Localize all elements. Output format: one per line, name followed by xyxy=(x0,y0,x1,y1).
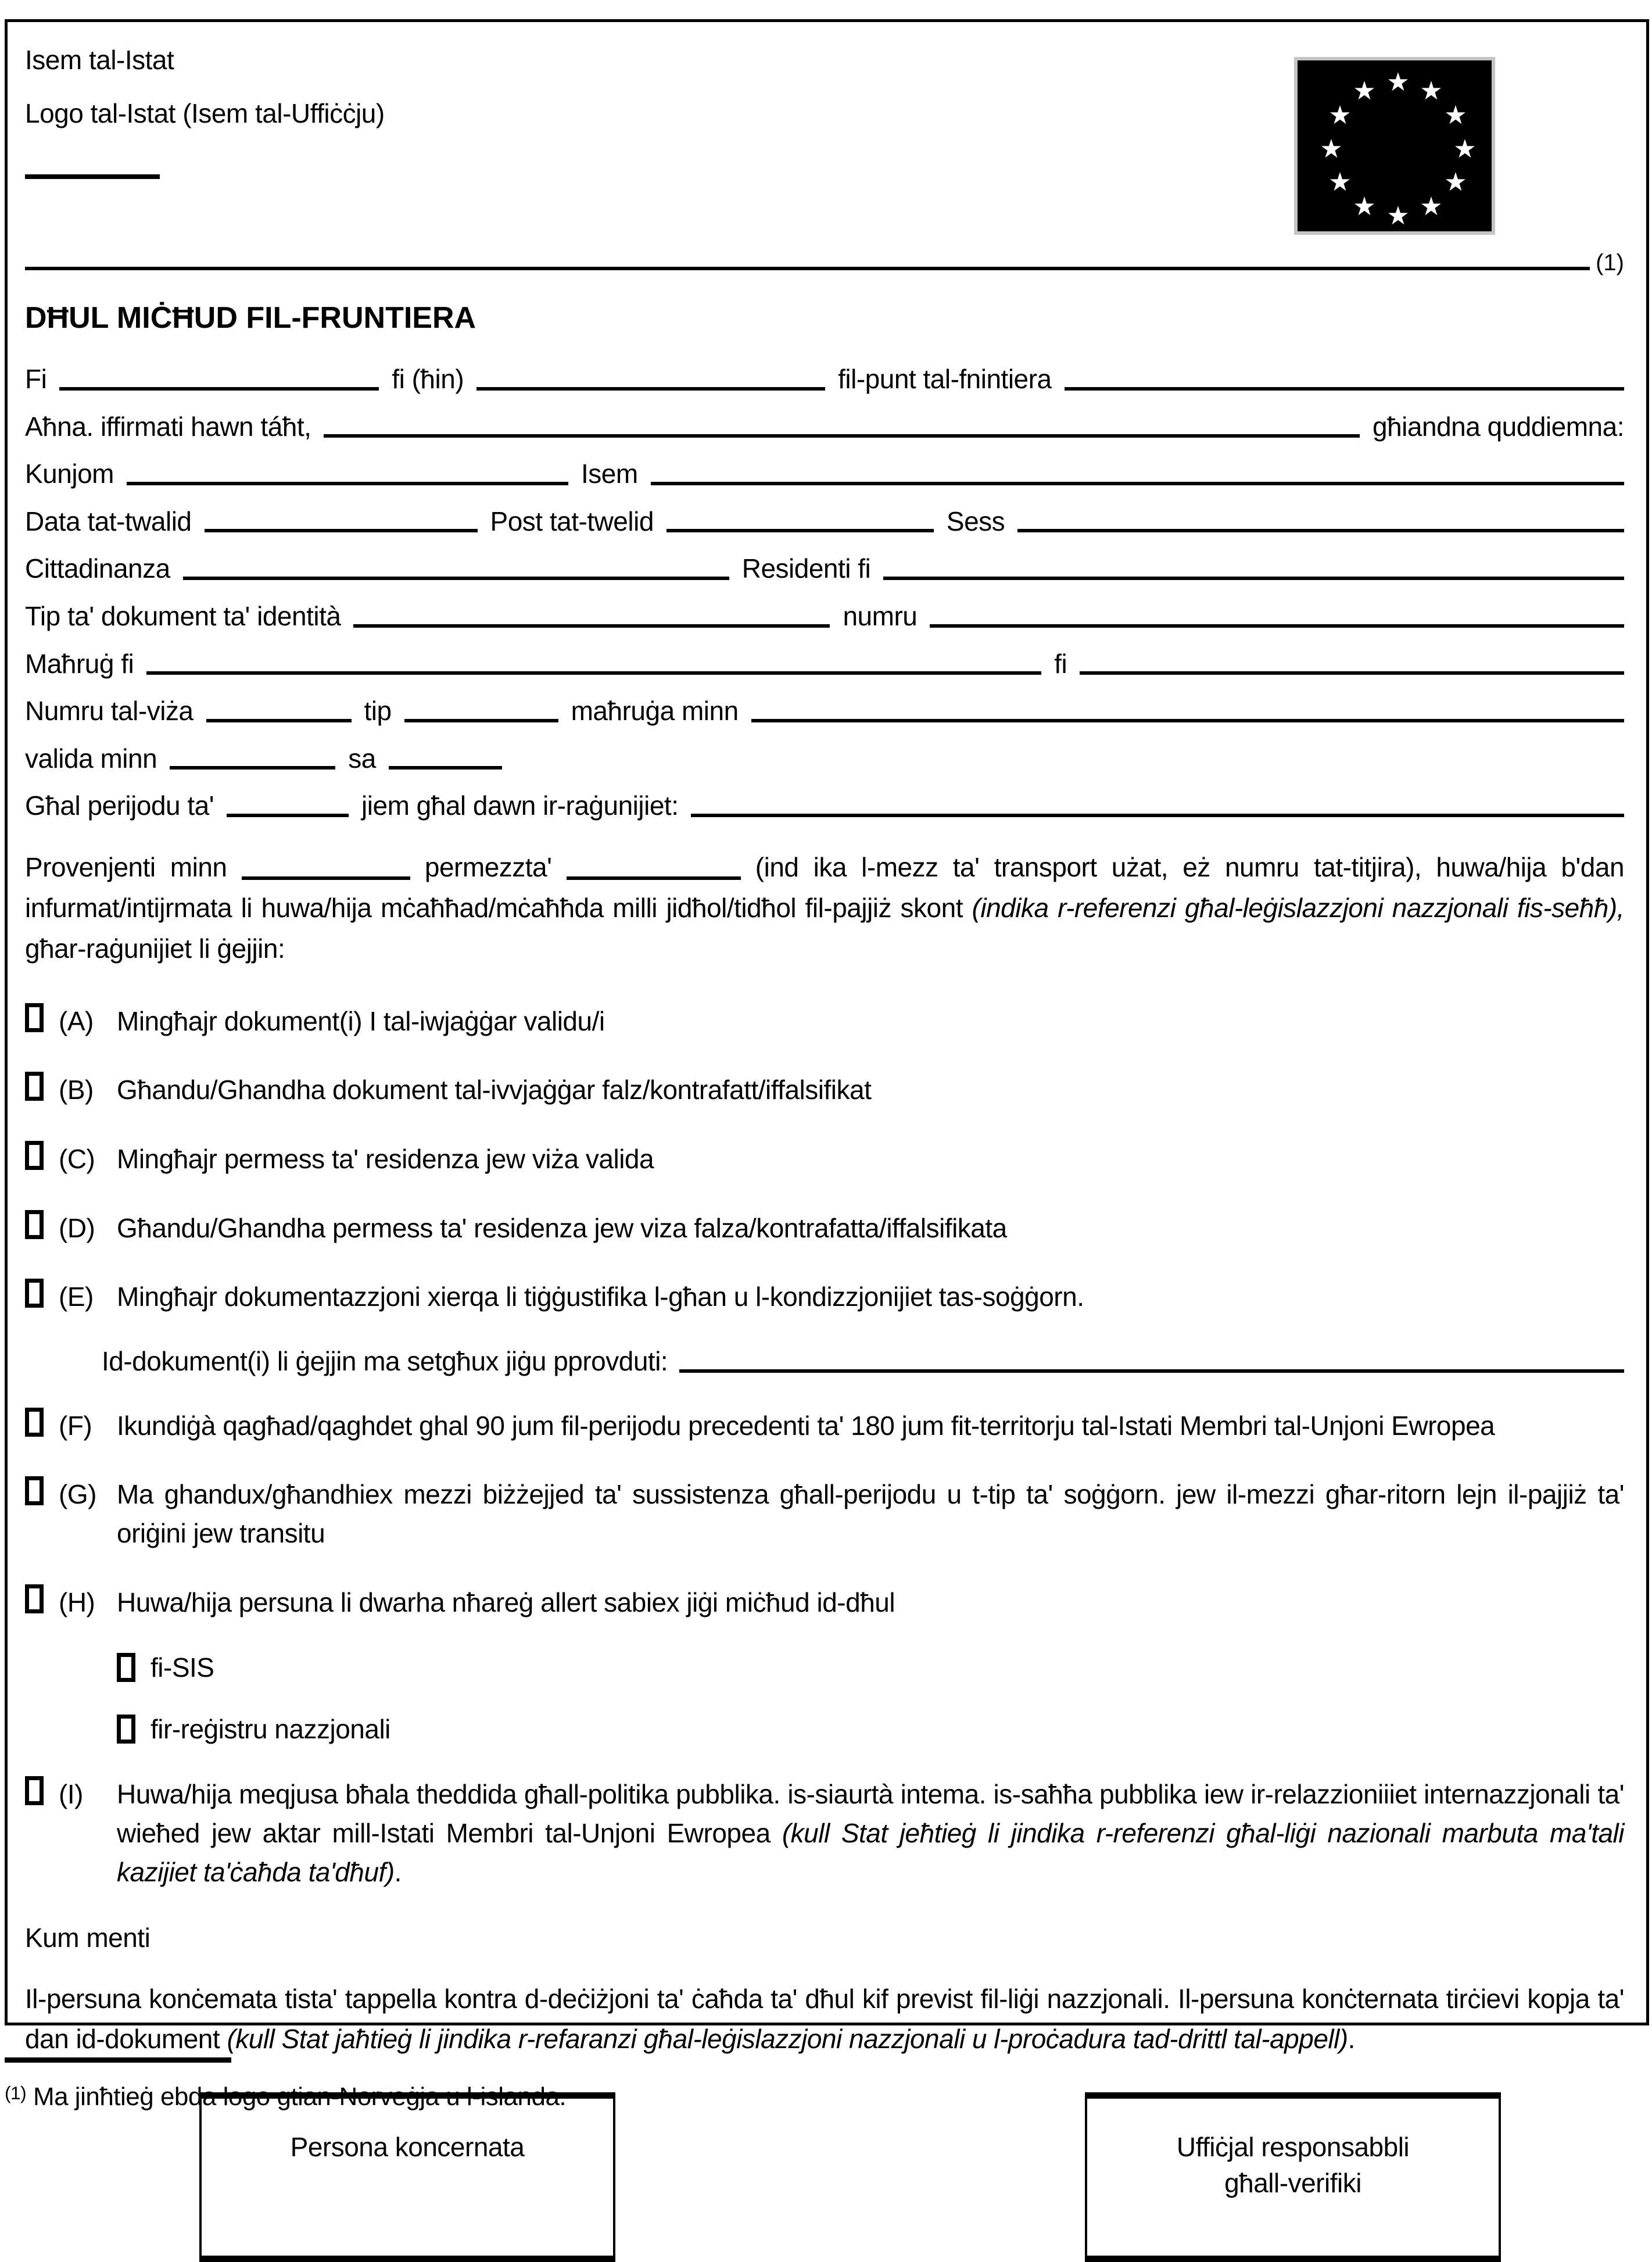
reason-code-G: (G) xyxy=(59,1479,96,1510)
reason-text-G: Ma ghandux/għandhiex mezzi biżżejjed ta' sussistenza għall-perijodu u t-tip ta' soġġorn. jew il-mezzi għar-ritorn lejn il-pajjiż ta' oriġini jew transitu xyxy=(117,1479,1624,1549)
flag-star-icon: ★ xyxy=(1444,168,1467,196)
issued-on-blank[interactable] xyxy=(1080,671,1624,675)
documents-not-provided-row xyxy=(102,1347,1624,1376)
signature-row xyxy=(25,2092,1624,2262)
reason-code-B: (B) xyxy=(59,1075,94,1105)
checkbox-D[interactable] xyxy=(25,1210,44,1239)
visa-number-blank[interactable] xyxy=(206,719,352,722)
comments-paragraph xyxy=(25,1979,1624,2060)
reason-code-F: (F) xyxy=(59,1410,92,1441)
header-rule xyxy=(25,267,1590,270)
field-label-before-us: għiandna quddiemna: xyxy=(1373,411,1624,442)
field-label-pob: Post tat-twelid xyxy=(490,506,654,536)
dob-blank[interactable] xyxy=(205,529,478,532)
id-doc-type-blank[interactable] xyxy=(353,624,830,628)
reason-code-I: (I) xyxy=(59,1779,83,1810)
checkbox-B[interactable] xyxy=(25,1072,44,1101)
intro-text-3: (ind ika l-mezz ta' transport użat, eż numru tat-titjira), huwa/hija b'dan infurmat/intijrmata li huwa/hija mċaħħad/mċaħħda milli jidħol/tidħol fil-pajjiż skont xyxy=(25,851,1625,923)
field-label-valid-to: sa xyxy=(348,743,376,774)
row-nationality xyxy=(25,554,1624,584)
reason-item-C xyxy=(25,1140,1624,1179)
reason-item-B xyxy=(25,1071,1624,1109)
row-name xyxy=(25,459,1624,489)
issued-at-blank[interactable] xyxy=(146,671,1041,675)
signature-box-official-label-1: Uffiċjal responsabbli xyxy=(1176,2132,1410,2163)
reason-text-B: Għandu/Ghandha dokument tal-ivvjaġġar falz/kontrafatt/iffalsifikat xyxy=(117,1075,872,1105)
visa-type-blank[interactable] xyxy=(404,719,558,722)
flag-star-icon: ★ xyxy=(1353,192,1376,221)
checkbox-E[interactable] xyxy=(25,1279,44,1308)
transport-blank[interactable] xyxy=(567,876,741,880)
reason-code-A: (A) xyxy=(59,1005,94,1036)
intro-paragraph xyxy=(25,847,1624,969)
signature-box-official[interactable] xyxy=(1085,2092,1501,2262)
state-logo-label: Logo tal-Istat (Isem tal-Uffiċċju) xyxy=(25,98,385,128)
reason-code-C: (C) xyxy=(59,1144,95,1175)
checkbox-A[interactable] xyxy=(25,1003,44,1032)
reason-text-E: Mingħajr dokumentazzjoni xierqa li tiġġustifika l-għan u l-kondizzjonijiet tas-soġġorn. xyxy=(117,1282,1084,1312)
flag-star-icon: ★ xyxy=(1420,77,1443,105)
checkbox-national-registry[interactable] xyxy=(117,1715,135,1744)
reason-item-G xyxy=(25,1475,1624,1552)
sis-label: fi-SIS xyxy=(150,1652,214,1683)
field-label-visa-number: Numru tal-viża xyxy=(25,696,193,726)
footnote-marker: (1) xyxy=(5,2082,27,2103)
row-period xyxy=(25,791,1624,821)
reason-text-D: Għandu/Ghandha permess ta' residenza jew viza falza/kontrafatta/iffalsifikata xyxy=(117,1212,1007,1243)
reason-text-C: Mingħajr permess ta' residenza jew viża valida xyxy=(117,1144,654,1175)
field-label-nationality: Cittadinanza xyxy=(25,553,170,584)
field-label-sex: Sess xyxy=(946,506,1005,536)
h-sub-item-registry xyxy=(117,1713,1624,1745)
flag-star-icon: ★ xyxy=(1328,101,1352,130)
border-point-blank[interactable] xyxy=(1065,387,1624,391)
state-name-label: Isem tal-Istat xyxy=(25,45,174,75)
page-title: DĦUL MIĊĦUD FIL-FRUNTIERA xyxy=(25,301,476,335)
comments-text-italic: (kull Stat jaħtieġ li jindika r-refaranzi għal-leġislazzjoni nazzjonali и l-proċadura tad-drittl tal-appell) xyxy=(227,2024,1348,2055)
checkbox-sis[interactable] xyxy=(117,1653,135,1682)
period-days-blank[interactable] xyxy=(227,814,349,817)
flag-star-icon: ★ xyxy=(1386,202,1410,230)
row-id-document xyxy=(25,602,1624,631)
sex-blank[interactable] xyxy=(1017,529,1624,532)
checkbox-H[interactable] xyxy=(25,1584,44,1613)
field-label-period: Għal perijodu ta' xyxy=(25,790,214,821)
reason-list xyxy=(25,1002,1624,1892)
reason-text-I-normal: Huwa/hija meqjusa bħala theddida għall-politika pubblika. is-siaurtà intema. is-saħħa pubblika iew ir-relazzioniiiet internazzjonali ta' wieħed jew aktar mill-Istati Membri tal-Unjoni Ewropea xyxy=(117,1779,1624,1849)
field-label-valid-from: valida minn xyxy=(25,743,157,774)
issued-by-blank[interactable] xyxy=(751,719,1624,722)
row-birth xyxy=(25,507,1624,536)
field-label-border-point: fil-punt tal-fnintiera xyxy=(838,364,1052,394)
row-undersigned xyxy=(25,412,1624,442)
field-label-fi: Fi xyxy=(25,364,47,394)
coming-from-blank[interactable] xyxy=(242,876,410,880)
field-label-time: fi (ħin) xyxy=(392,364,464,394)
comments-heading: Kum menti xyxy=(25,1922,150,1953)
row-issued xyxy=(25,649,1624,679)
reason-code-E: (E) xyxy=(59,1282,94,1312)
reason-item-F xyxy=(25,1406,1624,1445)
field-label-issued-at: Maħruġ fi xyxy=(25,648,134,679)
header-rule-row xyxy=(25,250,1624,276)
signature-box-official-label-2: għall-verifiki xyxy=(1224,2168,1361,2199)
intro-text-1: Provenjenti minn xyxy=(25,851,227,882)
form-header xyxy=(25,44,1624,249)
reason-item-A xyxy=(25,1002,1624,1041)
comments-text-tail: . xyxy=(1348,2024,1355,2055)
valid-from-blank[interactable] xyxy=(170,766,335,769)
undersigned-blank[interactable] xyxy=(324,434,1360,438)
field-label-resident: Residenti fi xyxy=(741,553,871,584)
comments-text-1: Il-persuna konċemata tista' tappella kontra d-deċiżjoni ta' ċaħda ta' dħul kif previst fil-liġi nazzjonali. Il-persuna konċternata tirċievi kopja ta' dan id-dokument xyxy=(25,1983,1624,2055)
id-doc-number-blank[interactable] xyxy=(930,624,1624,628)
resident-blank[interactable] xyxy=(883,577,1624,580)
state-logo-blank[interactable] xyxy=(25,174,160,179)
pob-blank[interactable] xyxy=(666,529,934,532)
reason-text-I xyxy=(117,1775,1624,1891)
intro-text-5: għar-raġunijiet li ġejjin: xyxy=(25,933,285,964)
intro-text-2: permezzta' xyxy=(424,851,552,882)
flag-star-icon: ★ xyxy=(1420,192,1443,221)
name-blank[interactable] xyxy=(651,482,1624,485)
reasons-blank[interactable] xyxy=(691,814,1624,817)
flag-star-icon: ★ xyxy=(1328,168,1352,196)
reason-item-I xyxy=(25,1775,1624,1891)
documents-not-provided-label: Id-dokument(i) li ġejjin ma setgħux jiġu pprovduti: xyxy=(102,1346,668,1377)
signature-box-person-label: Persona koncernata xyxy=(290,2132,525,2163)
checkbox-G[interactable] xyxy=(25,1476,44,1505)
flag-star-icon: ★ xyxy=(1353,77,1376,105)
reason-item-H xyxy=(25,1583,1624,1622)
field-label-days-reasons: jiem għal dawn ir-raġunijiet: xyxy=(361,790,679,821)
footnote-text-row xyxy=(5,2082,1457,2111)
reason-item-E xyxy=(25,1277,1624,1316)
field-label-issued-by: maħruġa minn xyxy=(571,696,739,726)
nationality-blank[interactable] xyxy=(183,577,729,580)
h-sub-item-sis xyxy=(117,1652,1624,1683)
field-label-id-doc-type: Tip ta' dokument ta' identità xyxy=(25,600,341,631)
form-fields xyxy=(25,364,1624,821)
field-label-undersigned: Aħna. iffirmati hawn táħt, xyxy=(25,411,311,442)
documents-not-provided-blank[interactable] xyxy=(679,1369,1624,1373)
flag-star-icon: ★ xyxy=(1444,101,1467,130)
field-label-name: Isem xyxy=(580,459,638,489)
field-label-dob: Data tat-twalid xyxy=(25,506,192,536)
field-label-issued-fi: fi xyxy=(1054,648,1067,679)
flag-star-icon: ★ xyxy=(1453,135,1477,163)
reason-text-I-italic: (kull Stat jeħtieġ li jindika r-referenzi għal-liġi nazionali marbuta ma'tali kazijiet ta'ċaħda ta'dħuf) xyxy=(117,1818,1624,1887)
row-visa xyxy=(25,696,1624,726)
reason-code-H: (H) xyxy=(59,1587,95,1617)
flag-star-icon: ★ xyxy=(1320,135,1343,163)
reason-text-I-tail: . xyxy=(394,1856,402,1887)
reason-text-A: Mingħajr dokument(i) I tal-iwjaġġar validu/i xyxy=(117,1005,605,1036)
checkbox-C[interactable] xyxy=(25,1141,44,1170)
reason-text-F: Ikundiġà qagħad/qaghdet ghal 90 jum fil-perijodu precedenti ta' 180 jum fit-territorju tal-Istati Membri tal-Unjoni Ewropea xyxy=(117,1410,1495,1441)
field-label-surname: Kunjom xyxy=(25,459,114,489)
field-label-visa-type: tip xyxy=(364,696,392,726)
field-label-number: numru xyxy=(843,600,918,631)
checkbox-I[interactable] xyxy=(25,1776,44,1805)
place-blank[interactable] xyxy=(59,387,379,391)
time-blank[interactable] xyxy=(476,387,825,391)
footnote-rule xyxy=(5,2057,231,2063)
footnote-text: Ma jinħtieġ ebda logo gtian-Norveġja u l-islanda. xyxy=(33,2082,567,2111)
eu-flag xyxy=(1294,57,1495,235)
reason-code-D: (D) xyxy=(59,1212,95,1243)
national-registry-label: fir-reġistru nazzjonali xyxy=(150,1714,390,1745)
footnote xyxy=(5,2057,1457,2111)
row-place-time xyxy=(25,364,1624,394)
signature-box-person[interactable] xyxy=(199,2092,615,2262)
checkbox-F[interactable] xyxy=(25,1408,44,1437)
surname-blank[interactable] xyxy=(127,482,568,485)
valid-to-blank[interactable] xyxy=(389,766,502,769)
reason-text-H: Huwa/hija persuna li dwarha nħareġ allert sabiex jiġi miċħud id-dħul xyxy=(117,1587,895,1617)
footnote-ref-1: (1) xyxy=(1596,250,1624,275)
flag-star-icon: ★ xyxy=(1386,68,1410,96)
row-validity xyxy=(25,744,1624,774)
intro-text-italic: (indika r-referenzi għal-leġislazzjoni nazzjonali fis-seħħ), xyxy=(972,892,1625,923)
reason-item-D xyxy=(25,1209,1624,1248)
